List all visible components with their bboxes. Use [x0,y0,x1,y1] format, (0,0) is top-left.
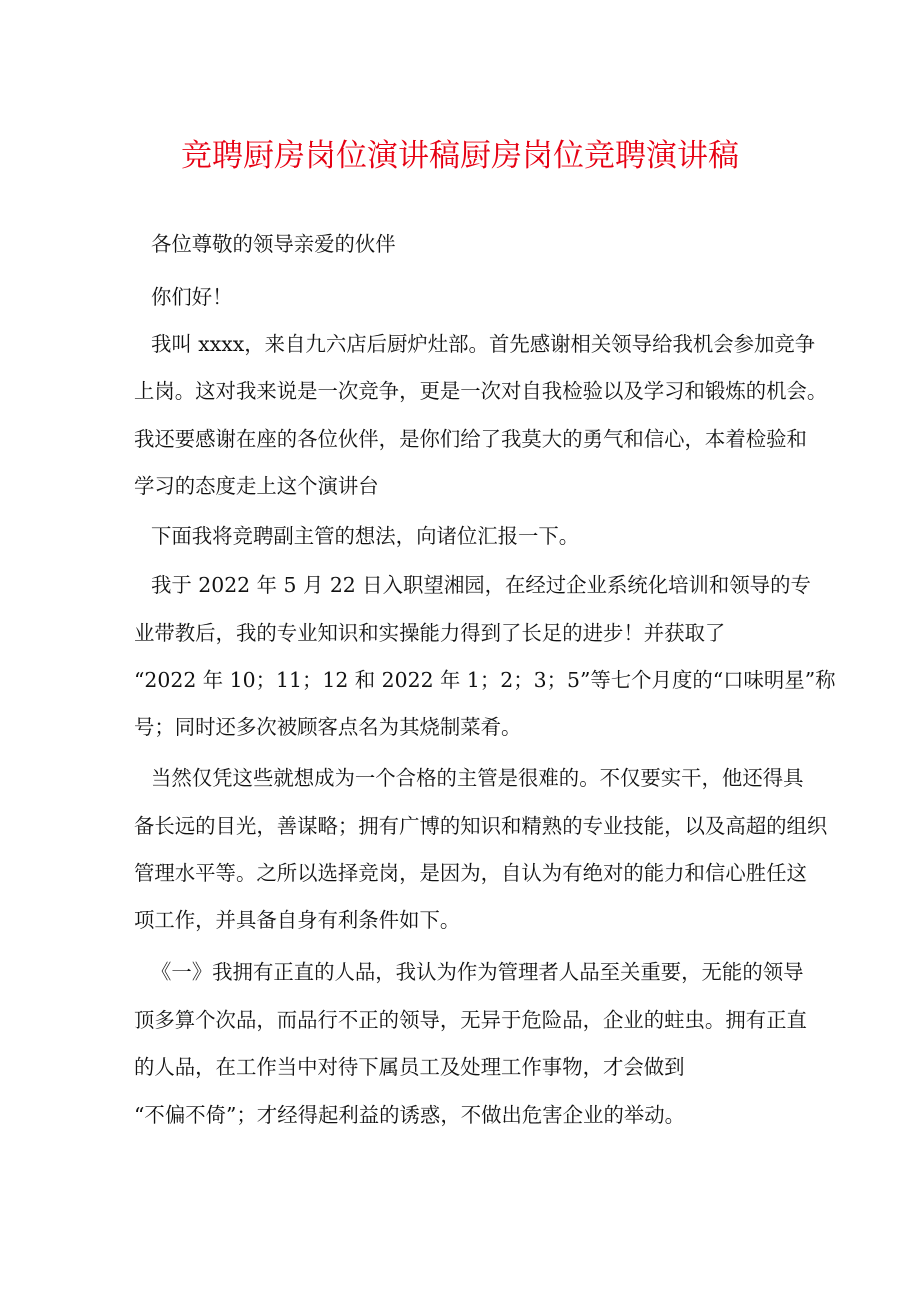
paragraph-1-line-3: 我还要感谢在座的各位伙伴，是你们给了我莫大的勇气和信心，本着检验和 [134,427,807,451]
paragraph-5-line-2: 顶多算个次品，而品行不正的领导，无异于危险品，企业的蛀虫。拥有正直 [134,1008,807,1032]
paragraph-3-line-4: 号；同时还多次被顾客点名为其烧制菜肴。 [134,715,522,739]
paragraph-1-line-1: 我叫 xxxx，来自九六店后厨炉灶部。首先感谢相关领导给我机会参加竞争 [151,332,816,356]
paragraph-2-line-1: 下面我将竞聘副主管的想法，向诸位汇报一下。 [151,524,580,548]
paragraph-5-line-4: “不偏不倚”；才经得起利益的诱惑，不做出危害企业的举动。 [134,1103,686,1127]
paragraph-4-line-4: 项工作，并具备自身有利条件如下。 [134,908,461,932]
document-title: 竞聘厨房岗位演讲稿厨房岗位竞聘演讲稿 [181,138,739,174]
salutation-line: 你们好！ [151,285,233,309]
paragraph-4-line-1: 当然仅凭这些就想成为一个合格的主管是很难的。不仅要实干，他还得具 [151,766,804,790]
paragraph-3-line-3: “2022 年 10；11；12 和 2022 年 1；2；3；5”等七个月度的“口味明星”称 [134,668,836,692]
greeting-line: 各位尊敬的领导亲爱的伙伴 [151,232,396,256]
paragraph-5-line-1: 《一》我拥有正直的人品，我认为作为管理者人品至关重要，无能的领导 [151,960,804,984]
paragraph-4-line-3: 管理水平等。之所以选择竞岗，是因为，自认为有绝对的能力和信心胜任这 [134,861,807,885]
paragraph-3-line-1: 我于 2022 年 5 月 22 日入职望湘园，在经过企业系统化培训和领导的专 [151,573,811,597]
paragraph-1-line-2: 上岗。这对我来说是一次竞争，更是一次对自我检验以及学习和锻炼的机会。 [134,379,828,403]
paragraph-1-line-4: 学习的态度走上这个演讲台 [134,474,379,498]
paragraph-5-line-3: 的人品，在工作当中对待下属员工及处理工作事物，才会做到 [134,1055,685,1079]
paragraph-4-line-2: 备长远的目光，善谋略；拥有广博的知识和精熟的专业技能，以及高超的组织 [134,814,828,838]
paragraph-3-line-2: 业带教后，我的专业知识和实操能力得到了长足的进步！并获取了 [134,621,726,645]
